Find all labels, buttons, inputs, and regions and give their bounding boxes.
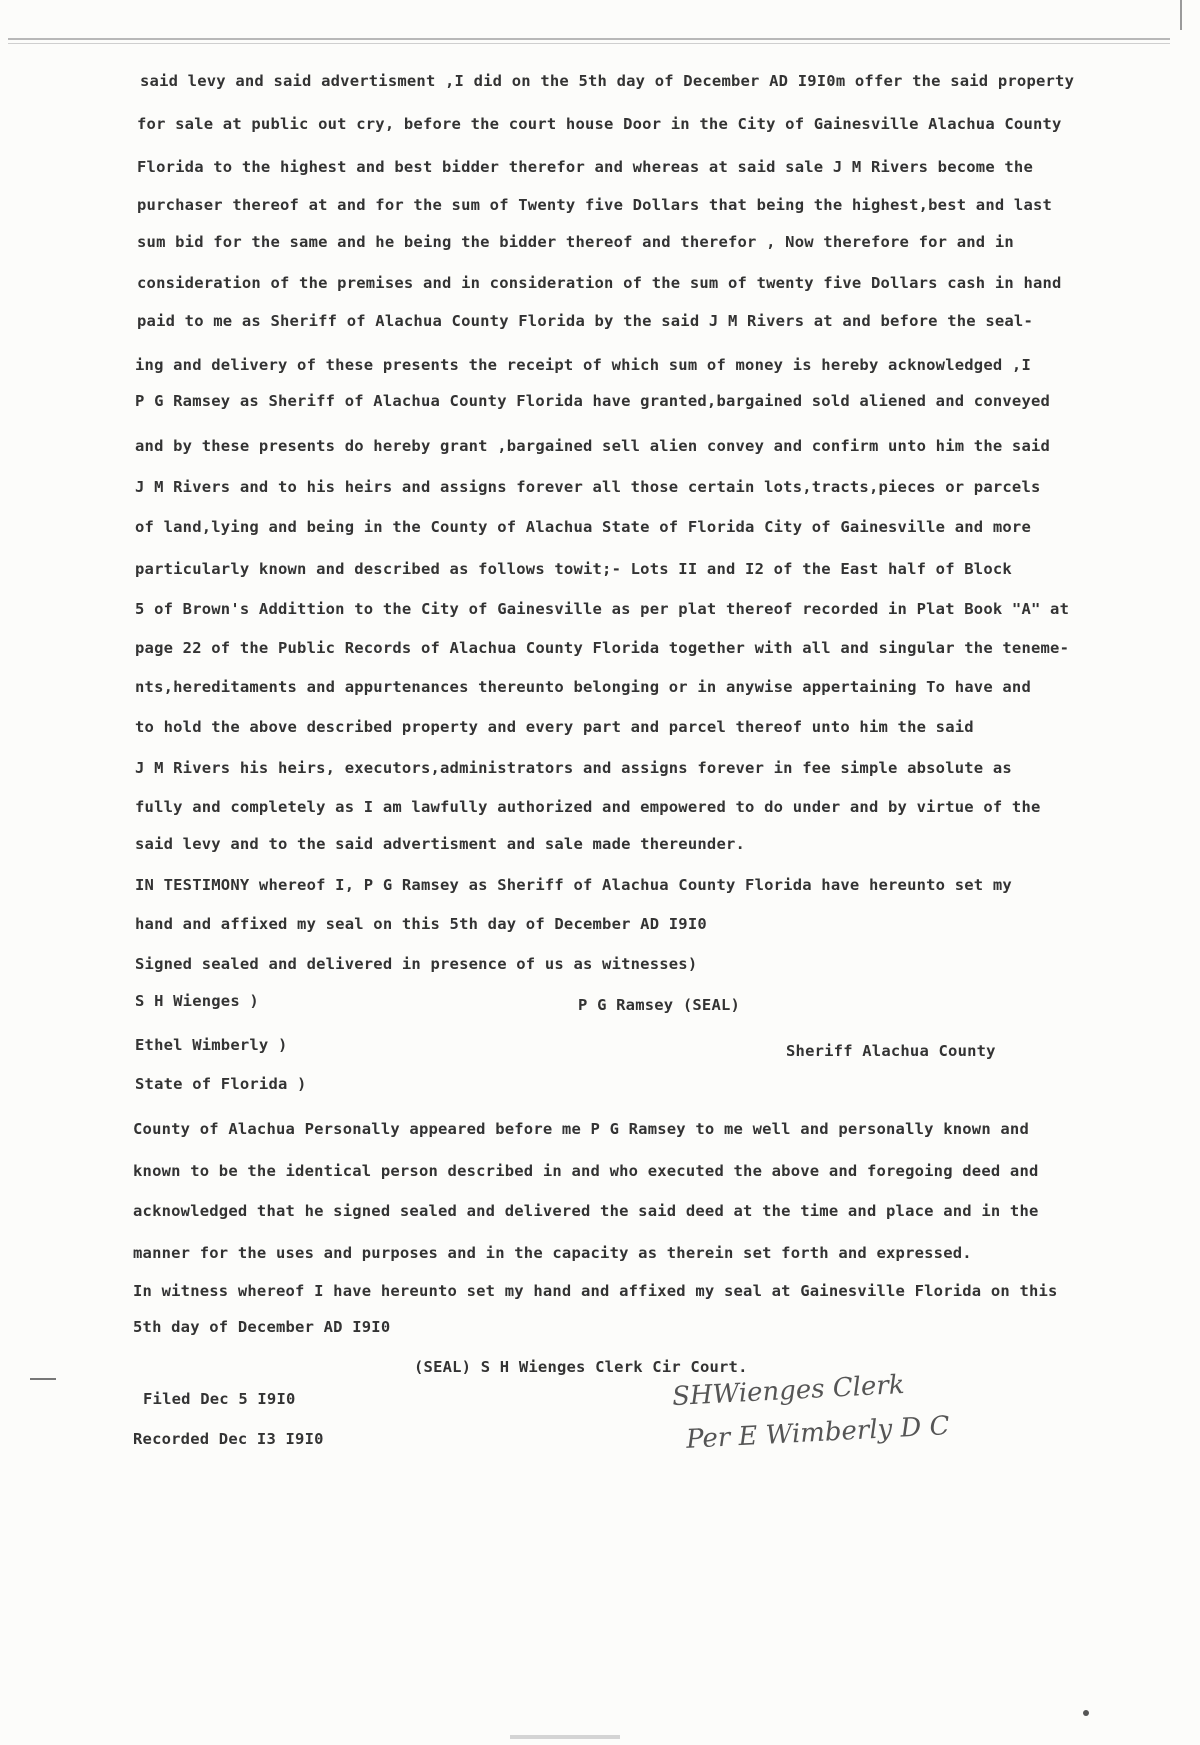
body-line: paid to me as Sheriff of Alachua County Florida by the said J M Rivers at and before the seal-	[137, 312, 1033, 330]
deputy-signature: Per E Wimberly D C	[685, 1411, 951, 1455]
ack-line: known to be the identical person described in and who executed the above and foregoing deed and	[133, 1162, 1039, 1180]
body-line: ing and delivery of these presents the receipt of which sum of money is hereby acknowledged ,I	[135, 356, 1031, 374]
scan-mark	[510, 1735, 620, 1739]
ack-line: manner for the uses and purposes and in the capacity as therein set forth and expressed.	[133, 1244, 972, 1262]
ack-line: In witness whereof I have hereunto set my hand and affixed my seal at Gainesville Florida on this	[133, 1282, 1058, 1300]
body-line: particularly known and described as follows towit;- Lots II and I2 of the East half of Block	[135, 560, 1012, 578]
signer-name: P G Ramsey (SEAL)	[578, 996, 741, 1014]
scan-mark	[30, 1378, 56, 1380]
body-line: to hold the above described property and every part and parcel thereof unto him the said	[135, 718, 974, 736]
clerk-line: (SEAL) S H Wienges Clerk Cir Court.	[414, 1358, 748, 1376]
body-line: consideration of the premises and in consideration of the sum of twenty five Dollars cash in hand	[137, 274, 1062, 292]
recorded-date: Recorded Dec I3 I9I0	[133, 1430, 324, 1448]
witness-heading: Signed sealed and delivered in presence of us as witnesses)	[135, 955, 698, 973]
witness-name: S H Wienges )	[135, 992, 259, 1010]
body-line: purchaser thereof at and for the sum of Twenty five Dollars that being the highest,best and last	[137, 196, 1053, 214]
body-line: for sale at public out cry, before the court house Door in the City of Gainesville Alachua County	[137, 115, 1062, 133]
body-line: page 22 of the Public Records of Alachua County Florida together with all and singular the teneme-	[135, 639, 1070, 657]
body-line: 5 of Brown's Addittion to the City of Gainesville as per plat thereof recorded in Plat Book "A" at	[135, 600, 1070, 618]
testimony-line: hand and affixed my seal on this 5th day of December AD I9I0	[135, 915, 707, 933]
ack-line: County of Alachua Personally appeared before me P G Ramsey to me well and personally known and	[133, 1120, 1029, 1138]
top-rule-secondary	[8, 43, 1170, 44]
body-line: P G Ramsey as Sheriff of Alachua County Florida have granted,bargained sold aliened and conveyed	[135, 392, 1051, 410]
ack-line: acknowledged that he signed sealed and delivered the said deed at the time and place and in the	[133, 1202, 1039, 1220]
ack-line: 5th day of December AD I9I0	[133, 1318, 391, 1336]
state-line: State of Florida )	[135, 1075, 307, 1093]
testimony-line: IN TESTIMONY whereof I, P G Ramsey as Sheriff of Alachua County Florida have hereunto set my	[135, 876, 1012, 894]
body-line: and by these presents do hereby grant ,bargained sell alien convey and confirm unto him the said	[135, 437, 1051, 455]
page-edge	[1180, 0, 1182, 30]
signer-title: Sheriff Alachua County	[786, 1042, 996, 1060]
body-line: Florida to the highest and best bidder therefor and whereas at said sale J M Rivers become the	[137, 158, 1033, 176]
witness-name: Ethel Wimberly )	[135, 1036, 288, 1054]
top-rule	[8, 38, 1170, 40]
filed-date: Filed Dec 5 I9I0	[143, 1390, 296, 1408]
body-line: J M Rivers and to his heirs and assigns forever all those certain lots,tracts,pieces or parcels	[135, 478, 1041, 496]
body-line: nts,hereditaments and appurtenances thereunto belonging or in anywise appertaining To have and	[135, 678, 1031, 696]
body-line: of land,lying and being in the County of Alachua State of Florida City of Gainesville and more	[135, 518, 1031, 536]
body-line: fully and completely as I am lawfully authorized and empowered to do under and by virtue of the	[135, 798, 1041, 816]
body-line: sum bid for the same and he being the bidder thereof and therefor , Now therefore for and in	[137, 233, 1014, 251]
scan-mark	[1083, 1710, 1089, 1716]
body-line: said levy and said advertisment ,I did on the 5th day of December AD I9I0m offer the said property	[140, 72, 1075, 90]
clerk-signature: SHWienges Clerk	[671, 1369, 906, 1413]
body-line: J M Rivers his heirs, executors,administrators and assigns forever in fee simple absolute as	[135, 759, 1012, 777]
body-line: said levy and to the said advertisment and sale made thereunder.	[135, 835, 746, 853]
